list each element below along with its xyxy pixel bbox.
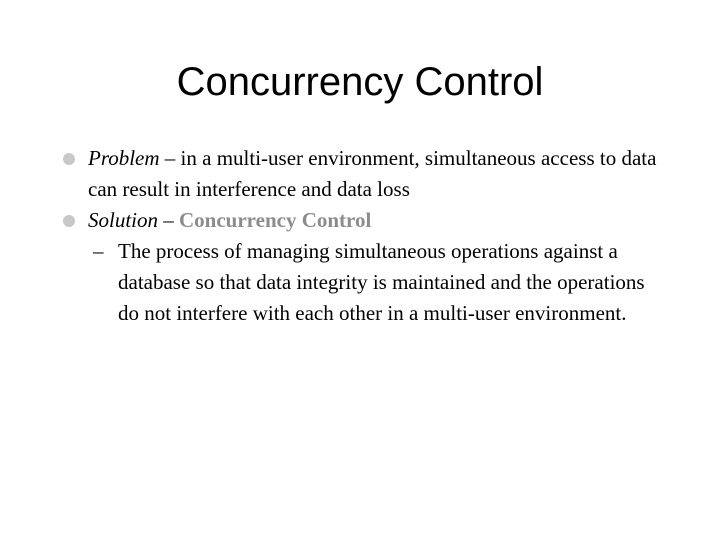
sub-bullet-marker: – [93,239,104,263]
bullet-term: Problem [88,146,160,170]
sub-bullet-text: The process of managing simultaneous operations against a database so that data integrity is maintained and the operations do not interfere with each other in a multi-user environment. [118,239,645,325]
bullet-problem [60,143,670,205]
bullet-solution [60,205,670,236]
bullet-highlight: Concurrency Control [179,208,372,232]
slide-title: Concurrency Control [176,60,544,104]
bullet-separator: – [158,208,180,232]
sub-bullet-definition [60,236,670,329]
bullet-dot-icon [63,153,75,165]
bullet-dot-icon [63,215,75,227]
bullet-term: Solution [88,208,159,232]
slide-body [60,143,670,329]
bullet-text: – in a multi-user environment, simultaneous access to data can result in interference and data loss [88,146,657,201]
